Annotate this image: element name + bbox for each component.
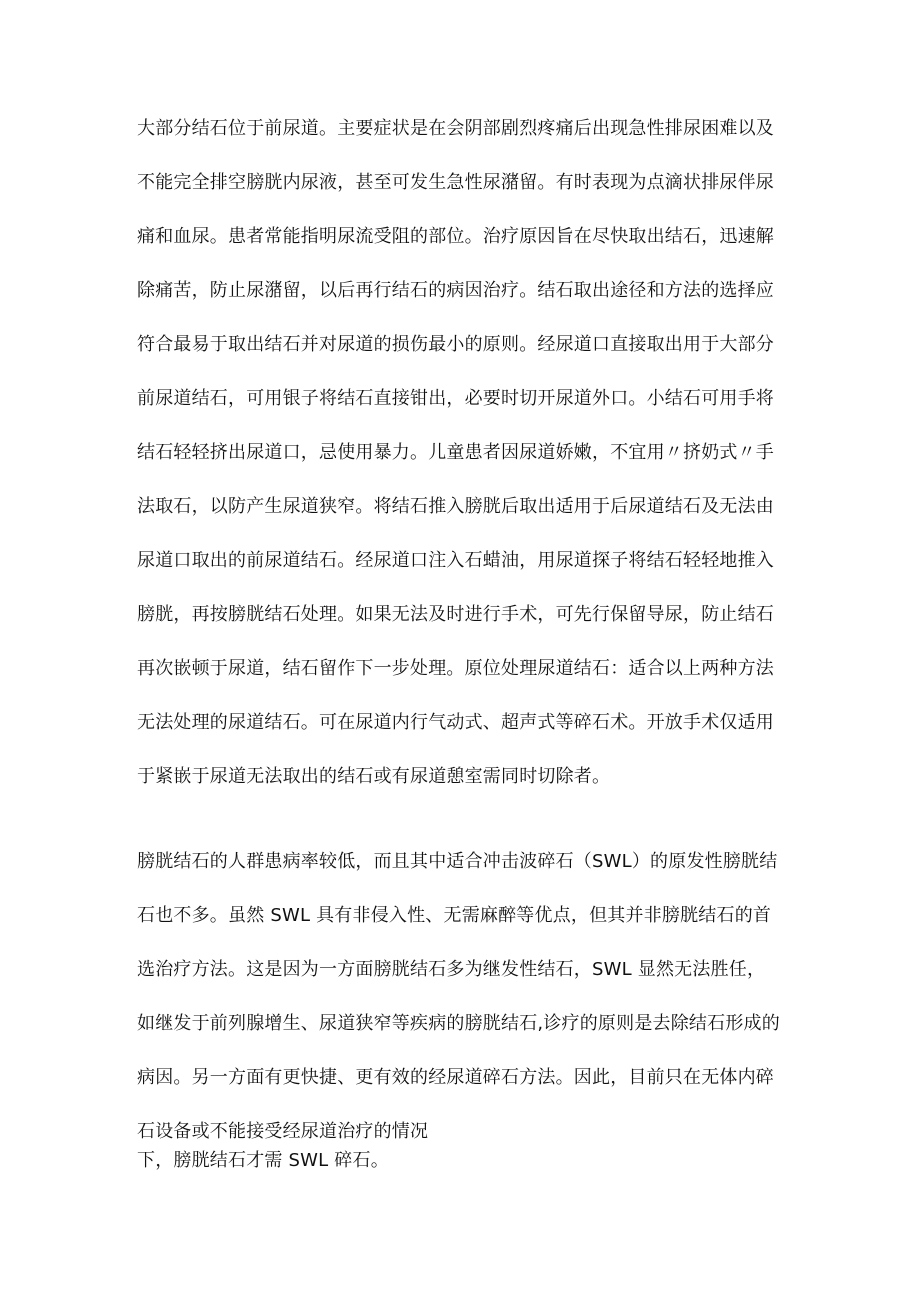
text-line: 符合最易于取出结石并对尿道的损伤最小的原则。经尿道口直接取出用于大部分 xyxy=(137,334,774,355)
text-line: 无法处理的尿道结石。可在尿道内行气动式、超声式等碎石术。开放手术仅适用 xyxy=(137,712,774,733)
text-line: 不能完全排空膀胱内尿液，甚至可发生急性尿潴留。有时表现为点滴状排尿伴尿 xyxy=(137,172,774,193)
text-line: 病因。另一方面有更快捷、更有效的经尿道碎石方法。因此，目前只在无体内碎 xyxy=(137,1067,774,1088)
text-line: 石设备或不能接受经尿道治疗的情况 xyxy=(137,1121,429,1142)
text-line: 痛和血尿。患者常能指明尿流受阻的部位。治疗原因旨在尽快取出结石，迅速解 xyxy=(137,226,774,247)
text-line: 膀胱结石的人群患病率较低，而且其中适合冲击波碎石（SWL）的原发性膀胱结 xyxy=(137,851,778,872)
text-line: 结石轻轻挤出尿道口，忌使用暴力。儿童患者因尿道娇嫩，不宜用〃挤奶式〃手 xyxy=(137,442,774,463)
text-line: 如继发于前列腺增生、尿道狭窄等疾病的膀胱结石,诊疗的原则是去除结石形成的 xyxy=(137,1013,780,1034)
text-line: 尿道口取出的前尿道结石。经尿道口注入石蜡油，用尿道探子将结石轻轻地推入 xyxy=(137,550,774,571)
text-line: 石也不多。虽然 SWL 具有非侵入性、无需麻醉等优点，但其并非膀胱结石的首 xyxy=(137,905,772,926)
text-line: 下，膀胱结石才需 SWL 碎石。 xyxy=(137,1150,389,1171)
text-line: 大部分结石位于前尿道。主要症状是在会阴部剧烈疼痛后出现急性排尿困难以及 xyxy=(137,118,774,139)
text-line: 再次嵌顿于尿道，结石留作下一步处理。原位处理尿道结石：适合以上两种方法 xyxy=(137,658,774,679)
text-line: 选治疗方法。这是因为一方面膀胱结石多为继发性结石，SWL 显然无法胜任， xyxy=(137,959,766,980)
text-line: 除痛苦，防止尿潴留，以后再行结石的病因治疗。结石取出途径和方法的选择应 xyxy=(137,280,774,301)
text-line: 前尿道结石，可用银子将结石直接钳出，必要时切开尿道外口。小结石可用手将 xyxy=(137,388,774,409)
text-line: 法取石，以防产生尿道狭窄。将结石推入膀胱后取出适用于后尿道结石及无法由 xyxy=(137,496,774,517)
text-line: 于紧嵌于尿道无法取出的结石或有尿道憩室需同时切除者。 xyxy=(137,766,611,787)
text-line: 膀胱，再按膀胱结石处理。如果无法及时进行手术，可先行保留导尿，防止结石 xyxy=(137,604,774,625)
